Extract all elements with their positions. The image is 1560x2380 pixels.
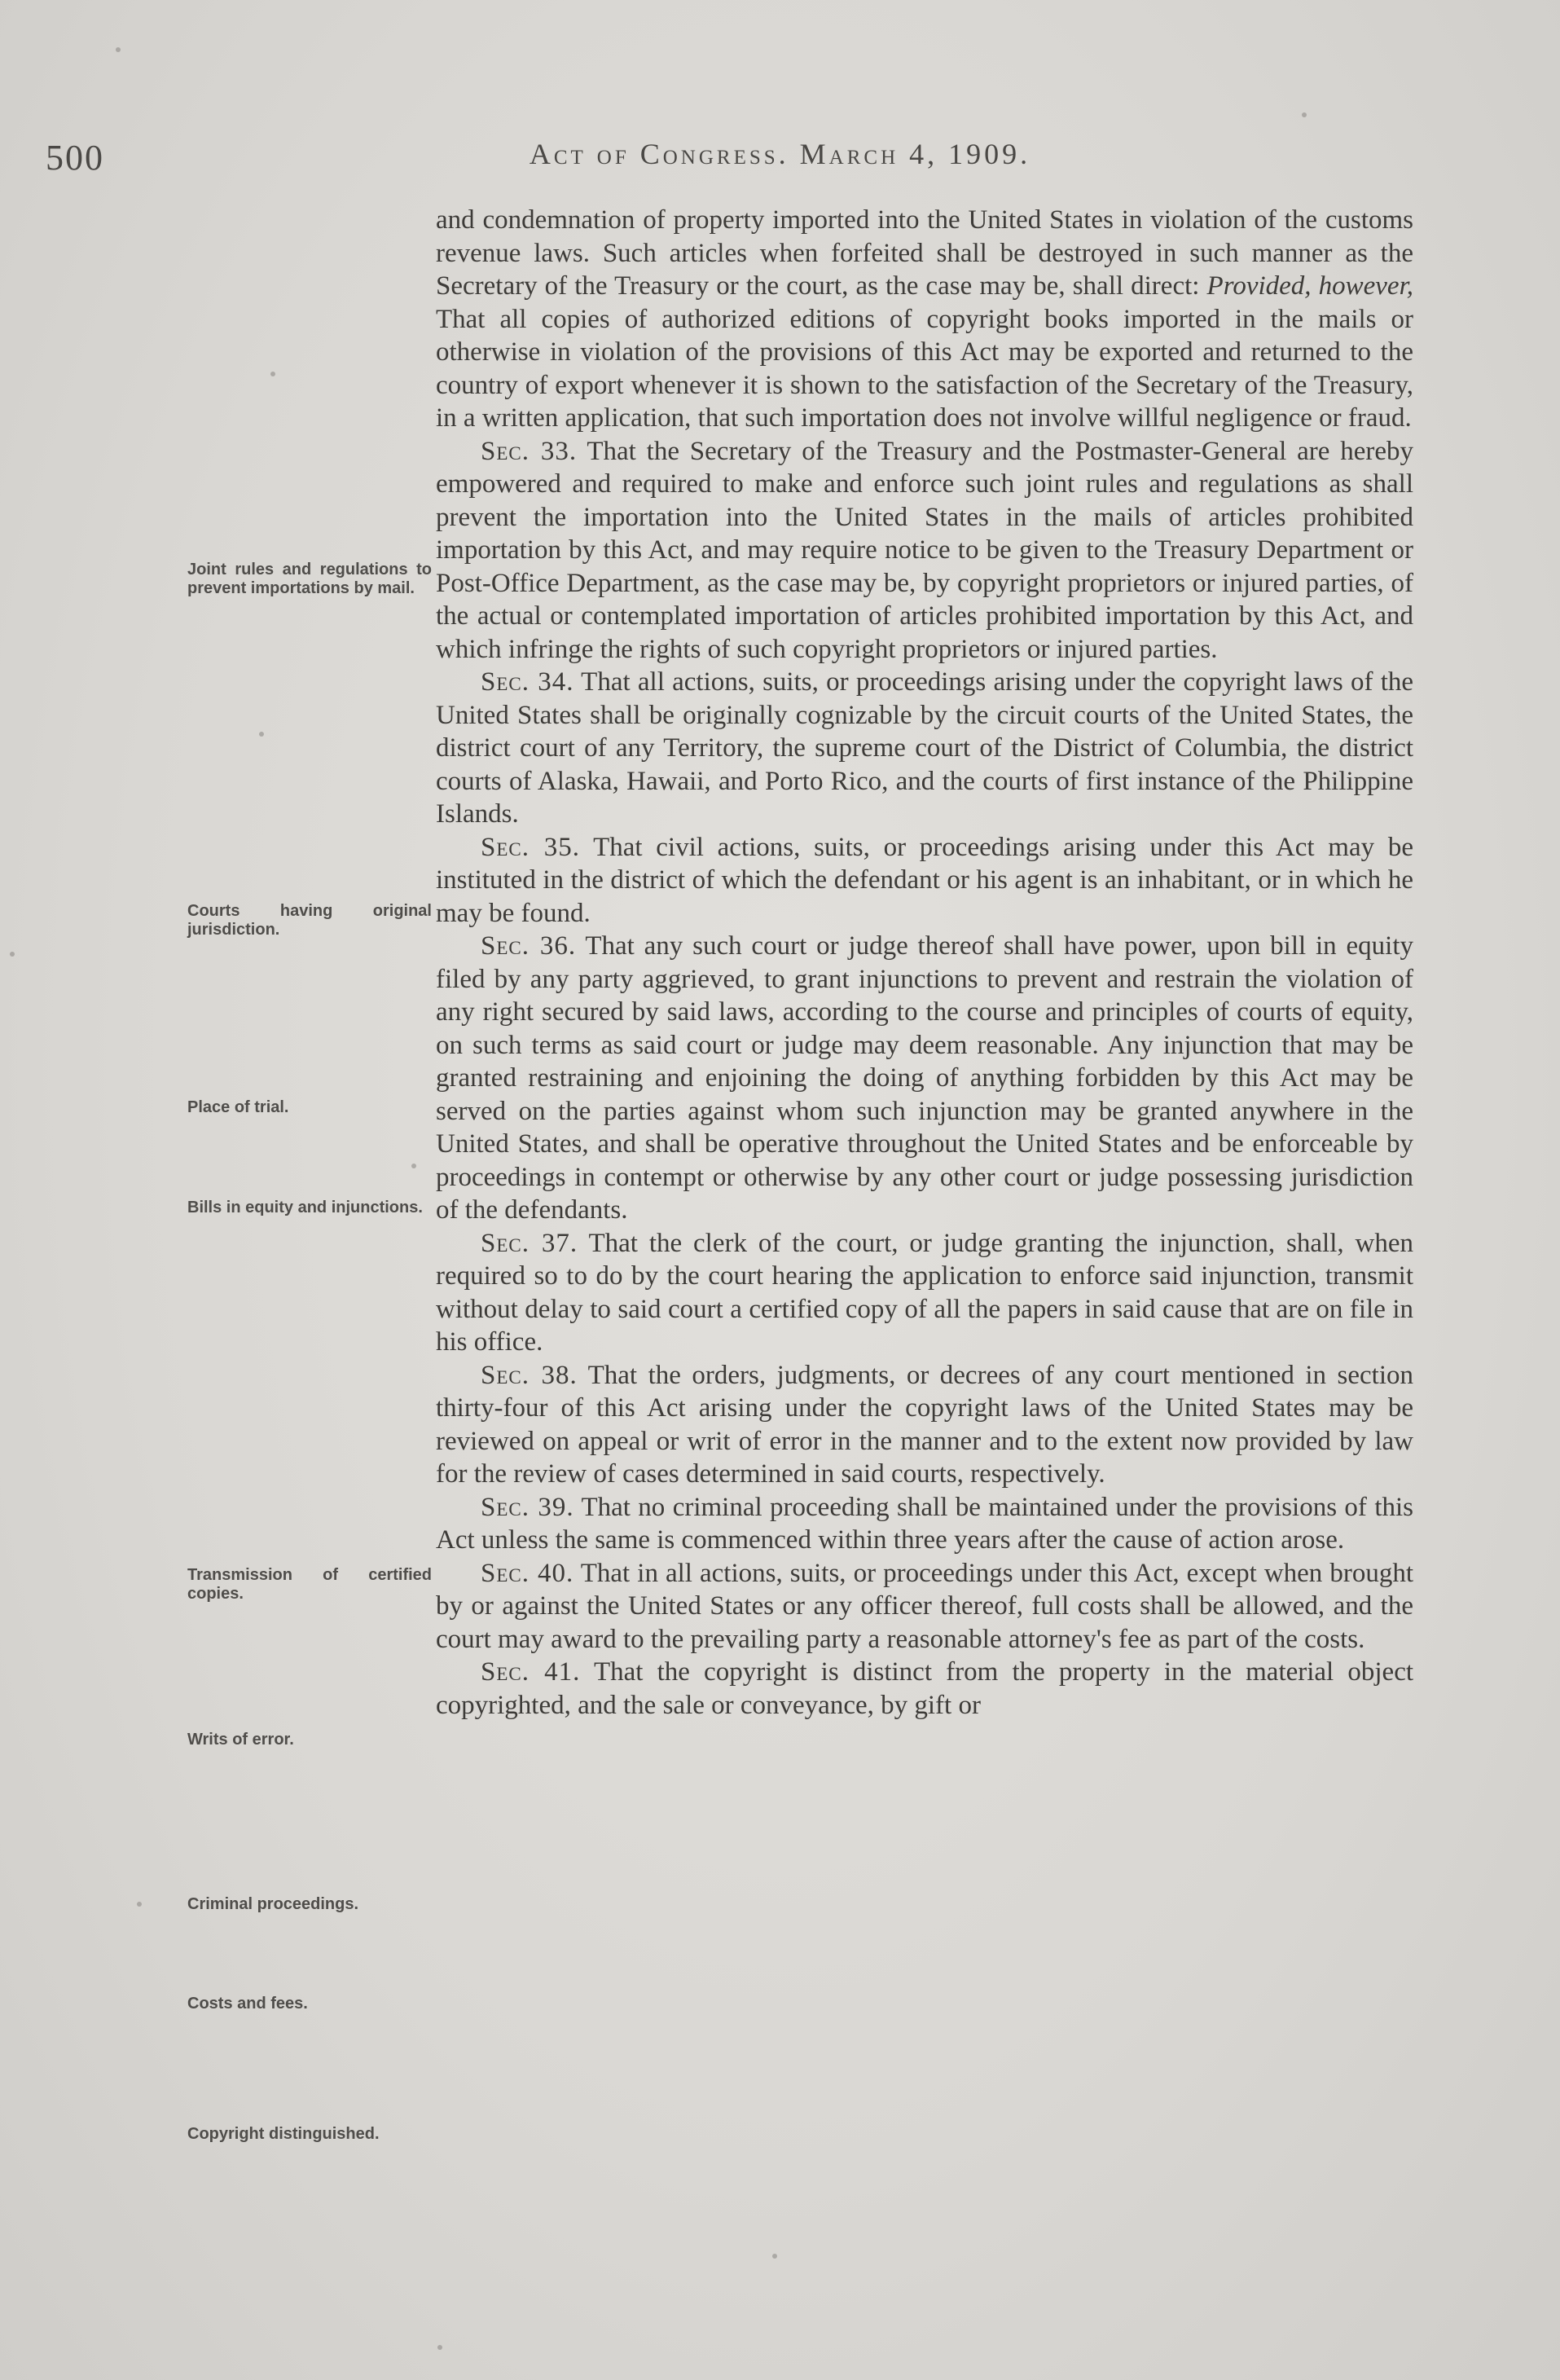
section-label: Sec. 37. bbox=[481, 1228, 578, 1258]
body-text bbox=[436, 204, 1413, 1722]
scan-speck bbox=[1302, 112, 1307, 117]
margin-note-joint-rules: Joint rules and regulations to prevent importations by mail. bbox=[187, 561, 432, 597]
section-text: That in all actions, suits, or proceedings under this Act, except when brought by or against the United States or any officer thereof, full costs shall be allowed, and the court may award to the prevailing party a reasonable attorney's fee as part of the costs. bbox=[436, 1558, 1413, 1654]
section-34 bbox=[436, 666, 1413, 831]
paragraph-text: That all copies of authorized editions of copyright books imported in the mails or otherwise in violation of the provisions of this Act may be exported and returned to the country of export whenever it is shown to the satisfaction of the Secretary of the Treasury, in a written application, that such importation does not involve willful negligence or fraud. bbox=[436, 304, 1413, 433]
section-text: That civil actions, suits, or proceedings arising under this Act may be instituted in the district of which the defendant or his agent is an inhabitant, or in which he may be found. bbox=[436, 832, 1413, 928]
section-35 bbox=[436, 831, 1413, 930]
section-36 bbox=[436, 930, 1413, 1227]
scan-speck bbox=[10, 952, 15, 957]
margin-note-courts: Courts having original jurisdiction. bbox=[187, 902, 432, 939]
margin-note-criminal: Criminal proceedings. bbox=[187, 1895, 359, 1913]
running-head: Act of Congress. March 4, 1909. bbox=[529, 138, 1031, 170]
scan-speck bbox=[259, 732, 264, 737]
section-label: Sec. 40. bbox=[481, 1558, 574, 1588]
section-40 bbox=[436, 1557, 1413, 1656]
scan-speck bbox=[116, 47, 121, 52]
section-label: Sec. 34. bbox=[481, 667, 574, 697]
margin-note-transmission: Transmission of certified copies. bbox=[187, 1566, 432, 1603]
scan-speck bbox=[437, 2345, 442, 2350]
margin-note-costs: Costs and fees. bbox=[187, 1995, 308, 2013]
scan-speck bbox=[411, 1164, 416, 1168]
section-33 bbox=[436, 435, 1413, 666]
paragraph-text: and condemnation of property imported into the United States in violation of the customs revenue laws. Such articles when forfeited shall be destroyed in such manner as the Secretary of the Treasury or the court, as the case may be, shall direct: bbox=[436, 205, 1413, 301]
section-label: Sec. 38. bbox=[481, 1360, 578, 1390]
margin-note-writs: Writs of error. bbox=[187, 1731, 294, 1749]
page-number: 500 bbox=[46, 138, 104, 178]
section-41 bbox=[436, 1656, 1413, 1722]
paragraph-continuation bbox=[436, 204, 1413, 435]
section-text: That the Secretary of the Treasury and the Postmaster-General are hereby empowered and required to make and enforce such joint rules and regulations as shall prevent the importation into the United States in the mails of articles prohibited importation by this Act, and may require notice to be given to the Treasury Department or Post-Office Department, as the case may be, by copyright proprietors or injured parties, of the actual or contemplated importation of articles prohibited importation by this Act, and which infringe the rights of such copyright proprietors or injured parties. bbox=[436, 436, 1414, 664]
section-label: Sec. 36. bbox=[481, 931, 577, 961]
section-label: Sec. 35. bbox=[481, 832, 580, 862]
section-label: Sec. 33. bbox=[481, 436, 578, 466]
section-text: That no criminal proceeding shall be maintained under the provisions of this Act unless the same is commenced within three years after the cause of action arose. bbox=[436, 1492, 1413, 1555]
section-text: That the copyright is distinct from the property in the material object copyrighted, and the sale or conveyance, by gift or bbox=[436, 1657, 1414, 1720]
section-text: That the clerk of the court, or judge granting the injunction, shall, when required so to do by the court hearing the application to enforce said injunction, transmit without delay to said court a certified copy of all the papers in said cause that are on file in his office. bbox=[436, 1228, 1413, 1357]
section-text: That the orders, judgments, or decrees of any court mentioned in section thirty-four of this Act arising under the copyright laws of the United States may be reviewed on appeal or writ of error in the manner and to the extent now provided by law for the review of cases determined in said courts, respectively. bbox=[436, 1360, 1413, 1489]
section-text: That all actions, suits, or proceedings arising under the copyright laws of the United States shall be originally cognizable by the circuit courts of the United States, the district court of any Territory, the supreme court of the District of Columbia, the district courts of Alaska, Hawaii, and Porto Rico, and the courts of first instance of the Philippine Islands. bbox=[436, 667, 1414, 829]
section-39 bbox=[436, 1491, 1413, 1557]
section-label: Sec. 41. bbox=[481, 1657, 581, 1687]
scan-speck bbox=[772, 2254, 777, 2259]
margin-note-bills-in-equity: Bills in equity and injunctions. bbox=[187, 1199, 423, 1216]
section-37 bbox=[436, 1227, 1413, 1359]
section-38 bbox=[436, 1359, 1413, 1491]
section-text: That any such court or judge thereof shall have power, upon bill in equity filed by any party aggrieved, to grant injunctions to prevent and restrain the violation of any right secured by said laws, according to the course and principles of courts of equity, on such terms as said court or judge may deem reasonable. Any injunction that may be granted restraining and enjoining the doing of anything forbidden by this Act may be served on the parties against whom such injunction may be granted anywhere in the United States, and shall be operative throughout the United States and be enforceable by proceedings in contempt or otherwise by any other court or judge possessing jurisdiction of the defendants. bbox=[436, 931, 1413, 1225]
scan-speck bbox=[270, 372, 275, 376]
margin-note-place-of-trial: Place of trial. bbox=[187, 1098, 289, 1116]
section-label: Sec. 39. bbox=[481, 1492, 574, 1522]
margin-note-copyright-distinguished: Copyright distinguished. bbox=[187, 2125, 380, 2143]
scan-speck bbox=[137, 1902, 142, 1907]
proviso-text: Provided, however, bbox=[1206, 271, 1414, 301]
